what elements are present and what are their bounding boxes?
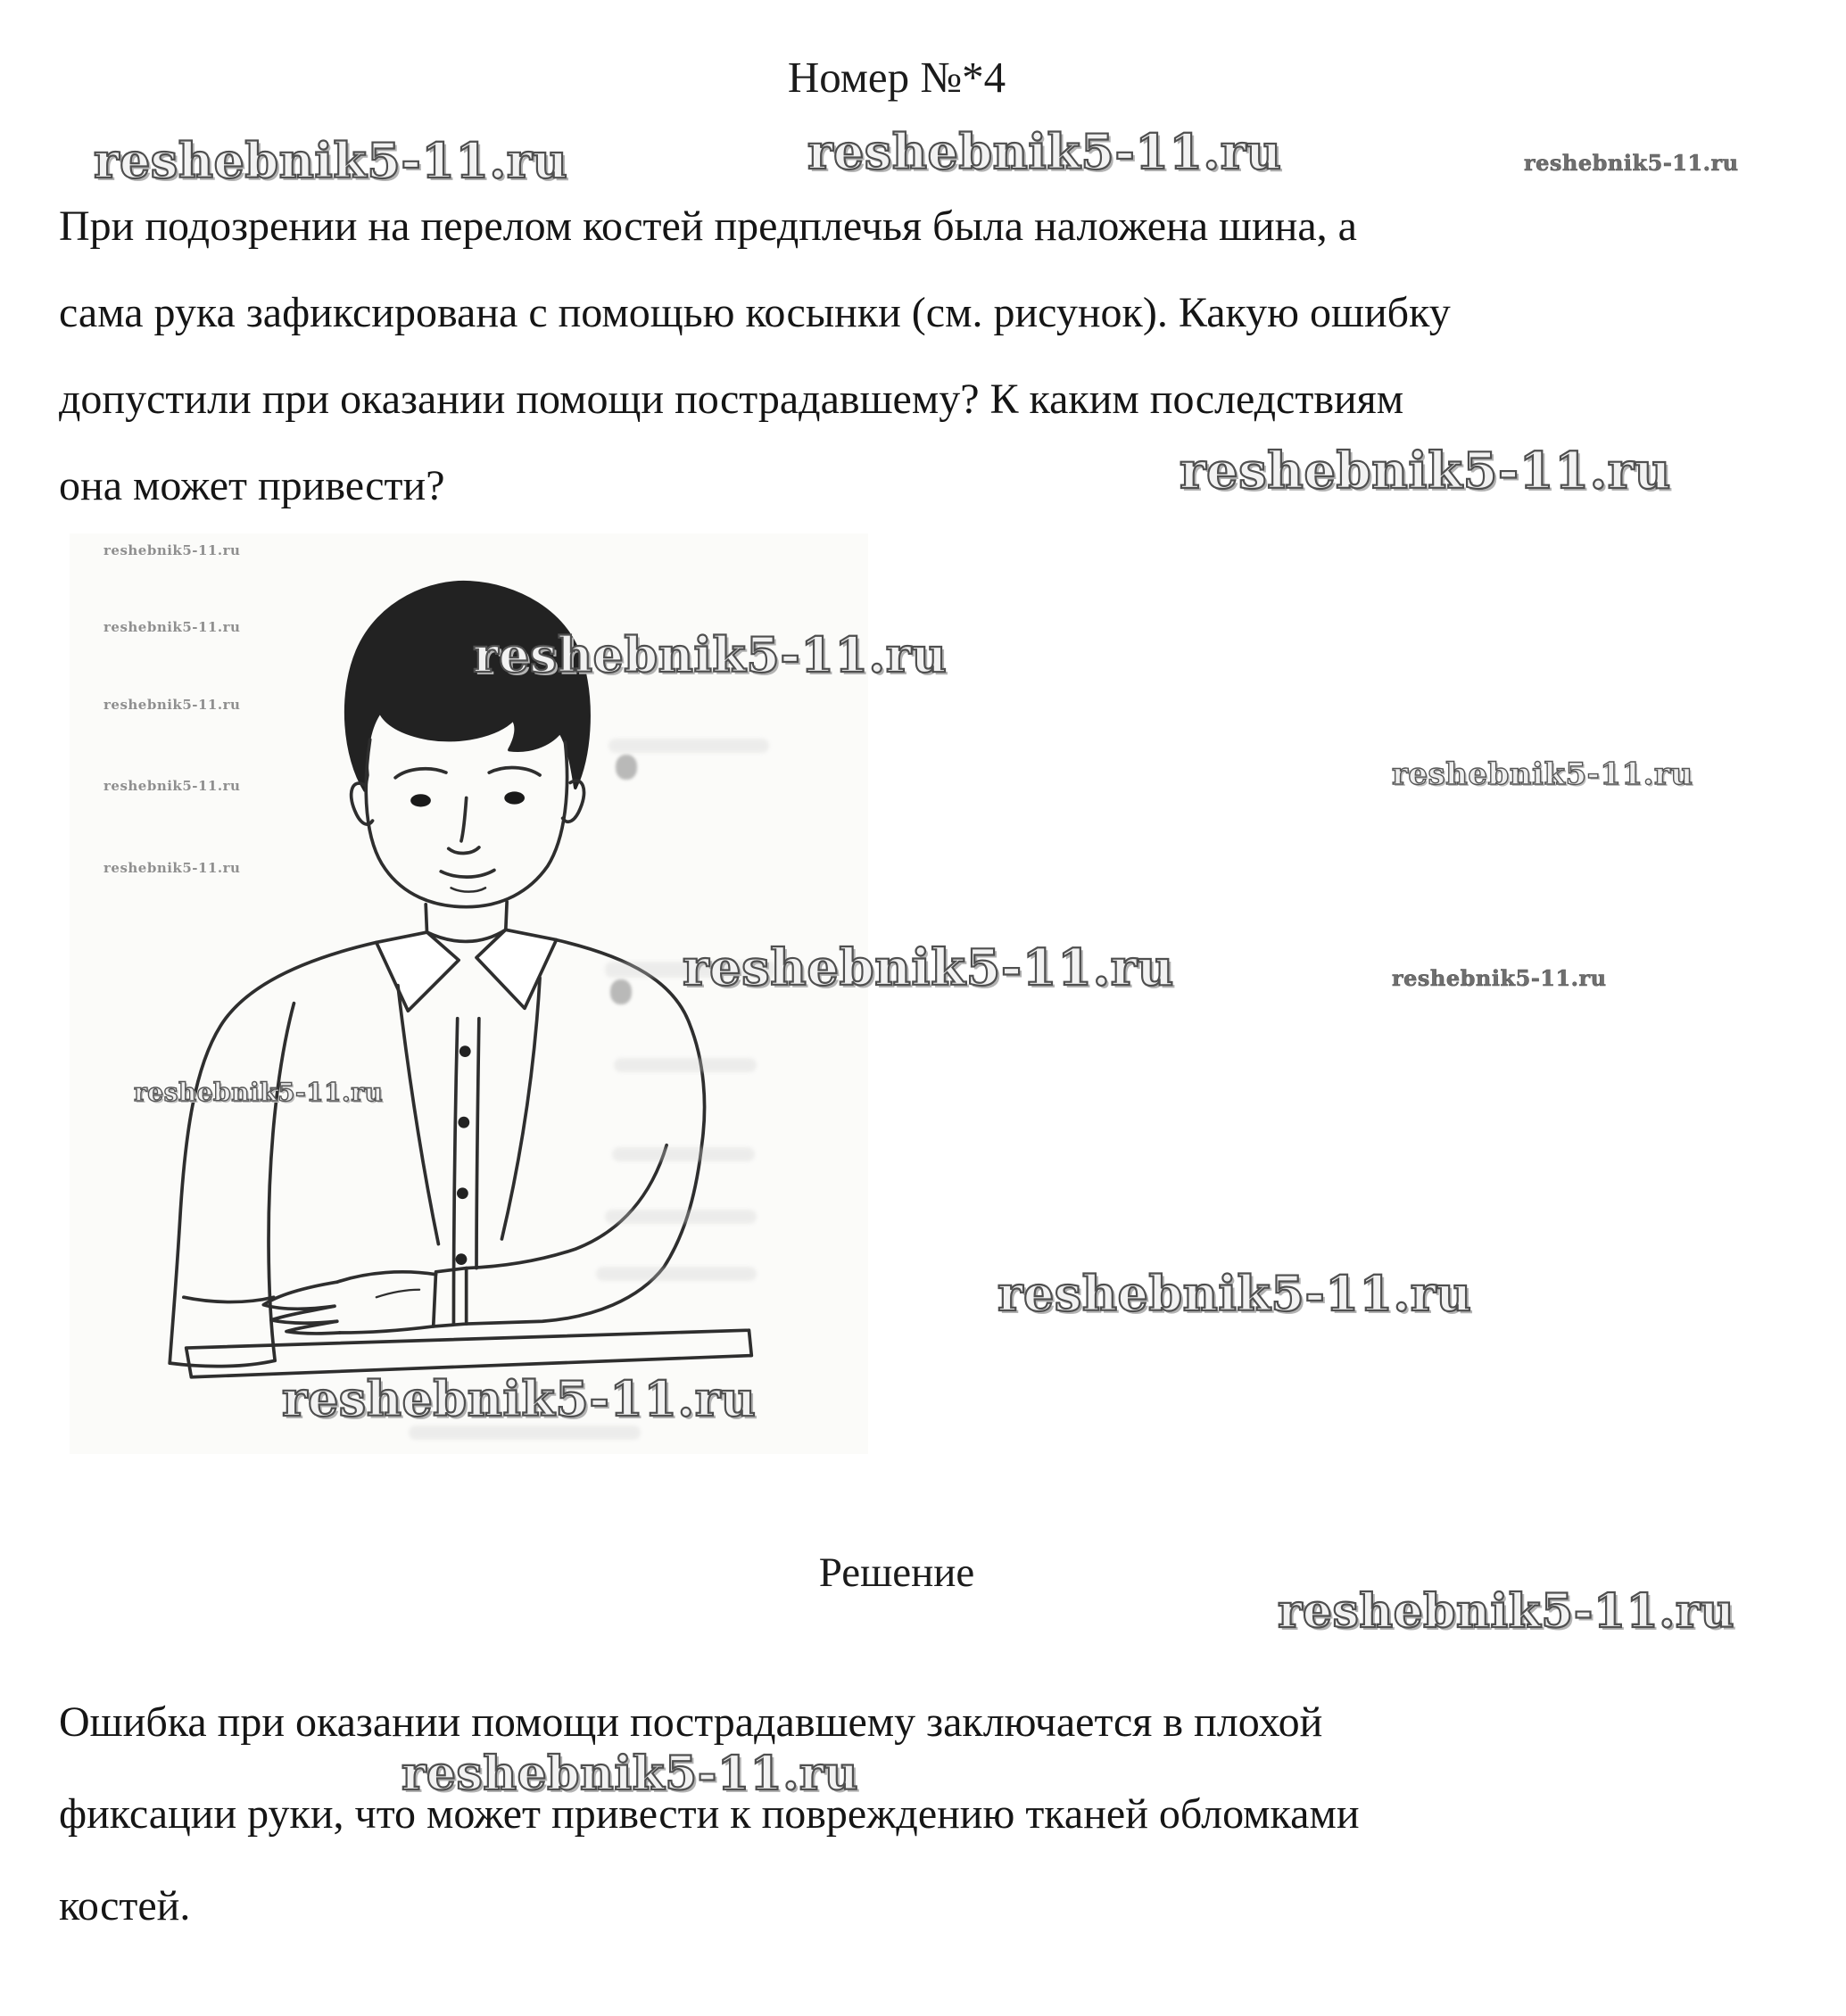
question-text-line: При подозрении на перелом костей предплечья была наложена шина, а [59,202,1357,250]
scan-artifact [605,1210,757,1224]
right-eye [504,791,525,804]
right-cuff [434,1268,467,1326]
button [459,1045,471,1057]
scan-artifact [614,1058,757,1072]
scan-artifact [608,739,769,753]
watermark: reshebnik5-11.ru [103,778,241,794]
finger-1 [263,1282,336,1309]
collar-left-flap [377,932,459,1011]
scan-artifact [605,962,783,978]
watermark: reshebnik5-11.ru [807,123,1282,180]
watermark: reshebnik5-11.ru [683,938,1174,997]
watermark: reshebnik5-11.ru [1392,965,1607,991]
shirt-bottom-hem [170,1360,275,1366]
watermark: reshebnik5-11.ru [401,1747,859,1801]
question-text-line: допустили при оказании помощи пострадавшему? К каким последствиям [59,376,1404,423]
solution-text-line: костей. [59,1882,191,1929]
scan-artifact [596,1267,757,1281]
question-text-line: сама рука зафиксирована с помощью косынки (см. рисунок). Какую ошибку [59,289,1451,336]
left-eye [410,794,431,806]
right-eyebrow [489,768,540,775]
boy-illustration [70,533,868,1454]
kerchief-strap-left [398,986,438,1244]
watermark: reshebnik5-11.ru [103,860,241,876]
question-text-line: она может привести? [59,462,445,509]
watermark: reshebnik5-11.ru [998,1265,1472,1322]
hand-top [337,1272,436,1282]
collar-right-flap [476,930,557,1008]
hand-bottom [340,1326,434,1333]
watermark: reshebnik5-11.ru [103,619,241,635]
knuckle-line [377,1290,419,1298]
watermark: reshebnik5-11.ru [103,697,241,713]
lower-lip [451,888,485,891]
watermark: reshebnik5-11.ru [1524,150,1739,176]
solution-text-line: Ошибка при оказании помощи пострадавшему заключается в плохой [59,1698,1323,1746]
scan-artifact [409,1425,641,1440]
watermark: reshebnik5-11.ru [103,542,241,558]
watermark: reshebnik5-11.ru [134,1078,384,1107]
sleeve-upper-edge [467,1145,666,1268]
watermark: reshebnik5-11.ru [1392,756,1693,792]
page-title: Номер №*4 [787,53,1006,102]
scan-artifact [612,1147,755,1161]
scan-artifact [610,979,632,1004]
kerchief-strap-right [501,978,540,1239]
scan-artifact [616,755,637,780]
watermark: reshebnik5-11.ru [94,132,568,189]
button [458,1117,469,1128]
watermark: reshebnik5-11.ru [473,626,948,683]
watermark: reshebnik5-11.ru [1278,1584,1735,1639]
hair [346,582,589,790]
nose [449,798,479,854]
button [456,1253,468,1265]
watermark: reshebnik5-11.ru [1180,442,1671,500]
face-outline [366,739,567,907]
figure-boy-arm-sling [70,533,868,1454]
left-cuff [184,1297,274,1301]
left-eyebrow [395,769,446,778]
mouth [441,870,494,877]
solution-heading: Решение [818,1549,975,1596]
solution-text-line: фиксации руки, что может привести к повреждению тканей обломками [59,1790,1360,1838]
button [457,1187,468,1199]
watermark: reshebnik5-11.ru [282,1370,757,1427]
